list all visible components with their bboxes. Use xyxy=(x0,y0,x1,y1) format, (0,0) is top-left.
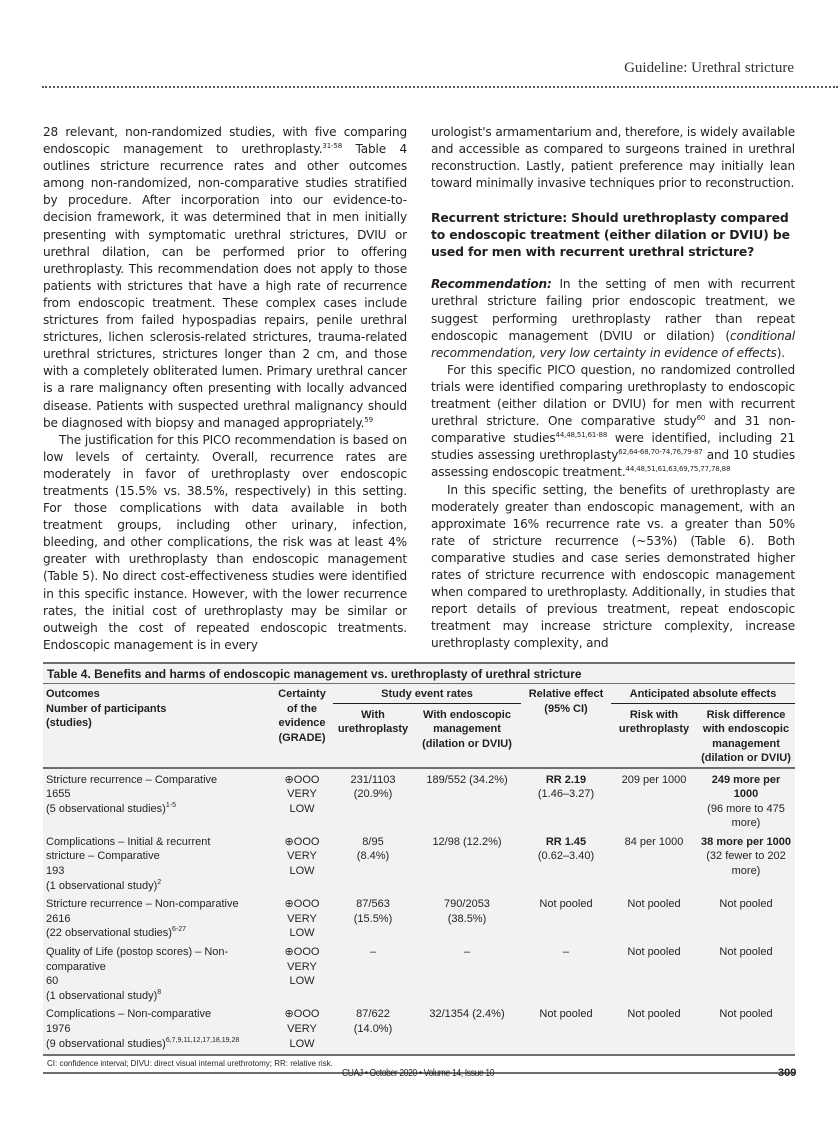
cell-endoscopic-rate: 790/2053 (38.5%) xyxy=(444,898,490,925)
grade-symbol-icon: ⊕OOO xyxy=(284,1008,320,1021)
grade-symbol-icon: ⊕OOO xyxy=(284,835,320,848)
header-risk-with-urethroplasty: Risk with urethroplasty xyxy=(611,703,697,768)
grade-symbol-icon: ⊕OOO xyxy=(284,773,320,786)
running-head: Guideline: Urethral stricture xyxy=(624,60,794,76)
paragraph: The justification for this PICO recommendation is based on low levels of certainty. Overall, recurrence rates are moderately in favor of urethroplasty over endoscopic treatments (15.5% vs. 38.5%, respectively) in this setting. For those complications with data available in both treatment groups, including other urinary, infection, bleeding, and other complications, the risk was at least 4% greater with urethroplasty than endoscopic management (Table 5). No direct cost-effectiveness studies were identified in this specific instance. However, with the lower recurrence rates, the initial cost of urethroplasty may be similar or outweigh the cost of repeated endoscopic treatments. Endoscopic management is in every xyxy=(43,432,407,652)
table-row xyxy=(43,895,795,943)
cell-relative-effect: – xyxy=(562,946,570,959)
cell-endoscopic-rate: 32/1354 (2.4%) xyxy=(413,1005,521,1055)
citation: 59 xyxy=(364,415,373,424)
table-row xyxy=(43,833,795,895)
cell-certainty: ⊕OOO VERY LOW xyxy=(271,1005,333,1055)
cell-outcome: Complications – Non-comparative 1976 (9 observational studies)$^{6,7,9,11,12,17,18,19,28}$ xyxy=(43,1005,271,1055)
cell-relative-effect: Not pooled xyxy=(521,1005,611,1055)
table-row xyxy=(43,943,795,1005)
cell-endoscopic-rate: 189/552 (34.2%) xyxy=(426,773,508,786)
table-row xyxy=(43,1005,795,1055)
left-column xyxy=(43,124,407,654)
header-risk-difference: Risk difference with endoscopic management (dilation or DVIU) xyxy=(697,703,795,768)
paragraph: 28 relevant, non-randomized studies, with five comparing endoscopic management to urethroplasty.$^{31-58}$ Table 4 outlines stricture recurrence rates and other outcomes among non-randomized, non-comparative studies stratified by procedure. After incorporation into our evidence-to-decision framework, it was determined that in men initially presenting with symptomatic urethral strictures, DVIU or urethral dilation, can be performed prior to offering urethroplasty. This recommendation does not apply to those patients with strictures that have a high rate of recurrence from endoscopic treatment. These complex cases include strictures from failed hypospadias repairs, penile urethral strictures, lichen sclerosis-related strictures, trauma-related urethral strictures, strictures longer than 2 cm, and those with a completely obliterated lumen. Primary urethral cancer is a rare malignancy often presenting with locally advanced disease. Patients with suspected urethral malignancy should be diagnosed with biopsy and managed appropriately.$^{59}$ xyxy=(43,125,407,430)
table-4 xyxy=(43,662,795,1074)
header-outcomes: Outcomes Number of participants (studies) xyxy=(43,684,271,768)
header-relative-effect: Relative effect (95% CI) xyxy=(521,684,611,768)
cell-urethroplasty-rate: – xyxy=(369,946,377,959)
cell-relative-effect: Not pooled xyxy=(539,898,593,911)
cell-outcome: Stricture recurrence – Non-comparative 2616 (22 observational studies)$^{6-27}$ xyxy=(46,898,239,940)
cell-risk-with: Not pooled xyxy=(611,1005,697,1055)
header-with-endoscopic: With endoscopic management (dilation or DVIU) xyxy=(413,703,521,768)
cell-relative-effect: RR 2.19 (1.46–3.27) xyxy=(537,773,595,801)
cell-certainty: ⊕OOO VERY LOW xyxy=(271,943,333,1005)
citation: 60 xyxy=(696,414,706,423)
cell-risk-with: Not pooled xyxy=(627,898,681,911)
paragraph: In this specific setting, the benefits of urethroplasty are moderately greater than endoscopic management, with an approximate 16% recurrence rate vs. a greater than 50% rate of stricture recurrence (~53%) (Table 6). Both comparative studies and case series demonstrated higher rates of stricture recurrence with endoscopic management when compared to urethroplasty. Additionally, in studies that report details of previous treatment, repeat endoscopic treatment may increase stricture complexity, increase urethroplasty complexity, and xyxy=(431,482,795,651)
cell-endoscopic-rate: 12/98 (12.2%) xyxy=(432,835,502,848)
header-study-event-rates: Study event rates xyxy=(333,684,521,703)
section-heading: Recurrent stricture: Should urethroplasty compared to endoscopic treatment (either dilation or DVIU) be used for men with recurrent urethral stricture? xyxy=(431,210,790,260)
cell-certainty: ⊕OOO VERY LOW xyxy=(271,833,333,895)
cell-risk-difference: Not pooled xyxy=(719,946,773,959)
table-title: Table 4. Benefits and harms of endoscopic management vs. urethroplasty of urethral stricture xyxy=(43,662,795,684)
table-row xyxy=(43,768,795,833)
header-divider xyxy=(42,86,838,88)
cell-outcome: Complications – Initial & recurrent stricture – Comparative 193 (1 observational study)$^2$ xyxy=(46,835,211,892)
cell-urethroplasty-rate: 231/1103 (20.9%) xyxy=(350,773,396,801)
grade-symbol-icon: ⊕OOO xyxy=(284,946,320,959)
cell-outcome: Stricture recurrence – Comparative 1655 (5 observational studies)$^{1-5}$ xyxy=(46,773,218,815)
right-column xyxy=(431,124,795,652)
cell-certainty: ⊕OOO VERY LOW xyxy=(271,895,333,943)
cell-outcome: Quality of Life (postop scores) – Non-comparative 60 (1 observational study)$^8$ xyxy=(46,946,229,1002)
citation: 62,64-68,70-74,76,79-87 xyxy=(618,448,703,457)
header-anticipated-effects: Anticipated absolute effects xyxy=(611,684,795,703)
cell-urethroplasty-rate: 8/95 (8.4%) xyxy=(356,835,390,863)
cell-risk-difference: 38 more per 1000 (32 fewer to 202 more) xyxy=(701,835,791,878)
page-number: 309 xyxy=(778,1067,797,1079)
cell-risk-difference: 249 more per 1000 (96 more to 475 more) xyxy=(707,773,785,830)
cell-urethroplasty-rate: 87/563 (15.5%) xyxy=(353,898,393,925)
cell-urethroplasty-rate: 87/622 (14.0%) xyxy=(333,1005,413,1055)
header-with-urethroplasty: With urethroplasty xyxy=(333,703,413,768)
grade-symbol-icon: ⊕OOO xyxy=(284,898,320,911)
cell-risk-difference: Not pooled xyxy=(697,1005,795,1055)
cell-risk-with: 84 per 1000 xyxy=(624,835,684,848)
citation: 31-58 xyxy=(322,142,343,151)
citation: 44,48,51,61,63,69,75,77,78,88 xyxy=(625,465,731,474)
cell-relative-effect: RR 1.45 (0.62–3.40) xyxy=(537,835,595,863)
cell-risk-with: Not pooled xyxy=(627,946,681,959)
paragraph: urologist's armamentarium and, therefore, is widely available and accessible as compared to surgeons trained in urethral reconstruction. Lastly, patient preference may initially lean toward minimally invasive techniques prior to reconstruction. xyxy=(431,125,795,191)
recommendation-paragraph: Recommendation: In the setting of men with recurrent urethral stricture failing prior endoscopic treatment, we suggest performing urethroplasty rather than repeat endoscopic management (DVIU or dilation) (conditional recommendation, very low certainty in evidence of effects). xyxy=(431,277,795,360)
journal-footer: CUAJ • October 2020 • Volume 14, Issue 10 xyxy=(342,1068,495,1079)
paragraph: For this specific PICO question, no randomized controlled trials were identified comparing urethroplasty to endoscopic treatment (either dilation or DVIU) for men with recurrent urethral stricture. One comparative study$^{60}$ and 31 non-comparative studies$^{44,48,51,61-88}$ were identified, including 21 studies assessing urethroplasty$^{62,64-68,70-74,76,79-87}$ and 10 studies assessing endoscopic treatment.$^{44,48,51,61,63,69,75,77,78,88}$ xyxy=(431,362,796,480)
citation: 44,48,51,61-88 xyxy=(555,431,608,440)
cell-risk-difference: Not pooled xyxy=(719,898,773,911)
evidence-table xyxy=(43,684,795,1056)
header-certainty: Certainty of the evidence (GRADE) xyxy=(271,684,333,768)
cell-endoscopic-rate: – xyxy=(463,946,471,959)
table-footnote: CI: confidence interval; DIVU: direct visual internal urethrotomy; RR: relative risk. xyxy=(43,1056,795,1074)
cell-certainty: ⊕OOO VERY LOW xyxy=(271,768,333,833)
cell-risk-with: 209 per 1000 xyxy=(621,773,687,786)
